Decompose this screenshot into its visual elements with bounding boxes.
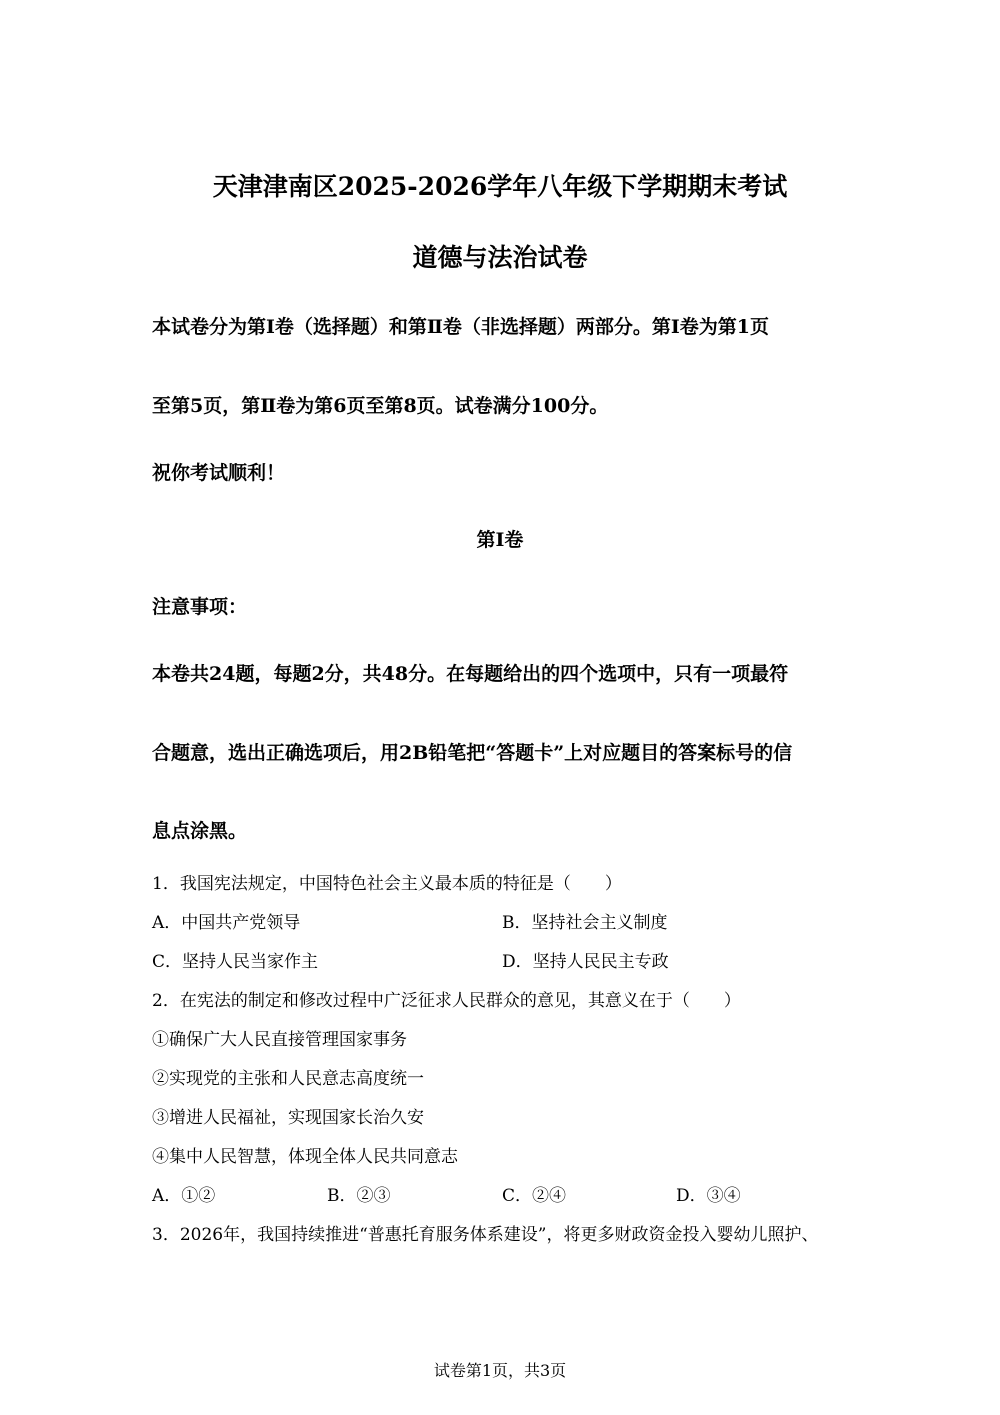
question-1-option-c: C．坚持人民当家作主 bbox=[152, 952, 319, 972]
question-2-option-a: A．①② bbox=[152, 1186, 216, 1206]
section-heading: 第Ⅰ卷 bbox=[476, 529, 524, 551]
notice-line-3: 息点涂黑。 bbox=[152, 820, 248, 842]
question-2-item-1: ①确保广大人民直接管理国家事务 bbox=[152, 1030, 407, 1050]
question-1-option-a: A．中国共产党领导 bbox=[152, 913, 301, 933]
question-2-option-c: C．②④ bbox=[502, 1186, 567, 1206]
page-footer: 试卷第1页，共3页 bbox=[433, 1361, 567, 1380]
question-1-stem: 1．我国宪法规定，中国特色社会主义最本质的特征是（ ） bbox=[152, 874, 622, 894]
question-1-option-b: B．坚持社会主义制度 bbox=[502, 913, 668, 933]
question-2-stem: 2．在宪法的制定和修改过程中广泛征求人民群众的意见，其意义在于（ ） bbox=[152, 991, 741, 1011]
wish-text: 祝你考试顺利！ bbox=[152, 462, 286, 484]
question-2-item-2: ②实现党的主张和人民意志高度统一 bbox=[152, 1069, 424, 1089]
question-2-option-b: B．②③ bbox=[327, 1186, 391, 1206]
intro-line-2: 至第5页，第Ⅱ卷为第6页至第8页。试卷满分100分。 bbox=[152, 395, 609, 417]
question-3-stem: 3．2026年，我国持续推进“普惠托育服务体系建设”，将更多财政资金投入婴幼儿照护、 bbox=[152, 1225, 819, 1245]
exam-title: 天津津南区2025-2026学年八年级下学期期末考试 bbox=[212, 172, 788, 201]
question-2-item-3: ③增进人民福祉，实现国家长治久安 bbox=[152, 1108, 424, 1128]
notice-line-2: 合题意，选出正确选项后，用2B铅笔把“答题卡”上对应题目的答案标号的信 bbox=[152, 742, 793, 764]
notice-label: 注意事项： bbox=[152, 596, 248, 618]
exam-subtitle: 道德与法治试卷 bbox=[412, 243, 588, 272]
question-1-option-d: D．坚持人民民主专政 bbox=[502, 952, 669, 972]
question-2-item-4: ④集中人民智慧，体现全体人民共同意志 bbox=[152, 1147, 458, 1167]
question-2-option-d: D．③④ bbox=[676, 1186, 741, 1206]
notice-line-1: 本卷共24题，每题2分，共48分。在每题给出的四个选项中，只有一项最符 bbox=[152, 663, 789, 685]
intro-line-1: 本试卷分为第Ⅰ卷（选择题）和第Ⅱ卷（非选择题）两部分。第Ⅰ卷为第1页 bbox=[152, 316, 770, 338]
